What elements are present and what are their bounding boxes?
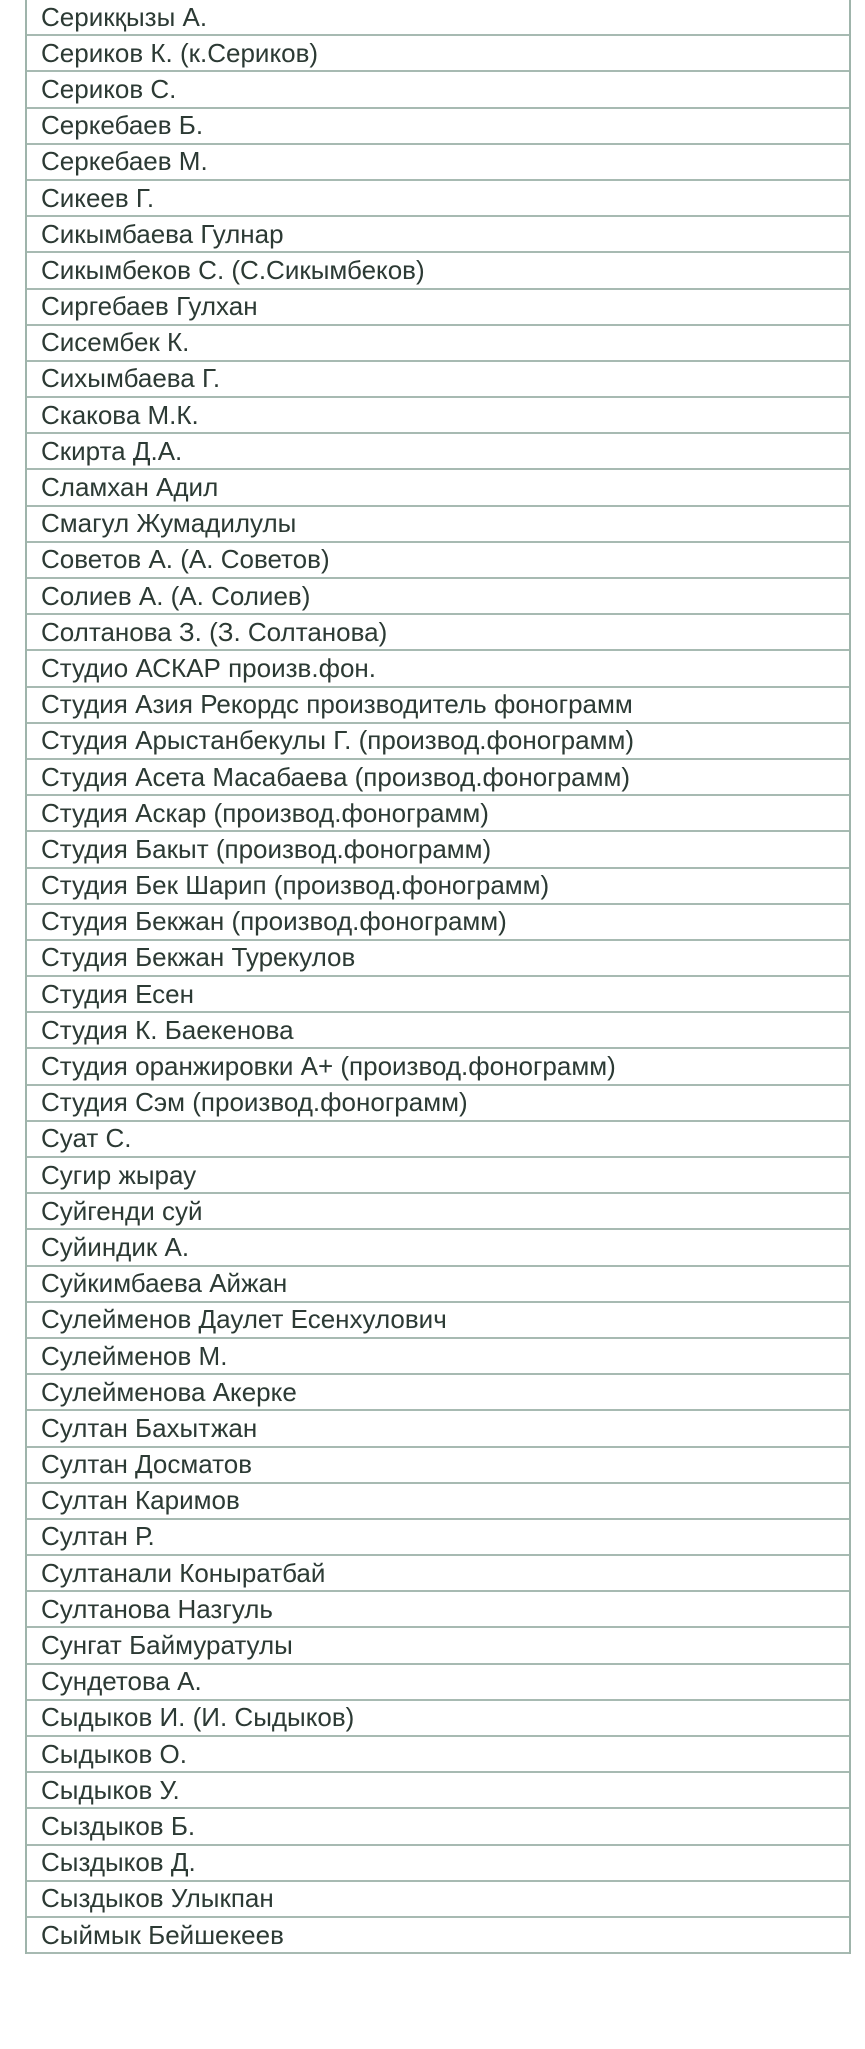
list-item: Суйгенди суй <box>27 1194 849 1230</box>
list-item: Султан Каримов <box>27 1484 849 1520</box>
list-item: Сыздыков Улыкпан <box>27 1882 849 1918</box>
list-item: Султан Бахытжан <box>27 1411 849 1447</box>
list-item: Сериков К. (к.Сериков) <box>27 36 849 72</box>
list-item: Студия Арыстанбекулы Г. (производ.фонограмм) <box>27 724 849 760</box>
list-item: Солтанова З. (З. Солтанова) <box>27 615 849 651</box>
list-item: Скирта Д.А. <box>27 434 849 470</box>
list-item: Сулейменова Акерке <box>27 1375 849 1411</box>
list-item: Сулейменов Даулет Есенхулович <box>27 1303 849 1339</box>
list-item: Студия Бекжан (производ.фонограмм) <box>27 905 849 941</box>
list-item: Султан Досматов <box>27 1448 849 1484</box>
list-item: Сыдыков О. <box>27 1737 849 1773</box>
list-item: Студио АСКАР произв.фон. <box>27 651 849 687</box>
list-item: Солиев А. (А. Солиев) <box>27 579 849 615</box>
list-item: Сугир жырау <box>27 1158 849 1194</box>
list-item: Сыдыков И. (И. Сыдыков) <box>27 1701 849 1737</box>
list-item: Суат С. <box>27 1122 849 1158</box>
list-item: Султанали Коныратбай <box>27 1556 849 1592</box>
list-item: Студия К. Баекенова <box>27 1013 849 1049</box>
list-item: Советов А. (А. Советов) <box>27 543 849 579</box>
list-item: Студия Есен <box>27 977 849 1013</box>
list-item: Скакова М.К. <box>27 398 849 434</box>
name-list <box>27 0 849 1954</box>
list-item: Сыздыков Д. <box>27 1846 849 1882</box>
list-item: Суйкимбаева Айжан <box>27 1267 849 1303</box>
list-item: Сисембек К. <box>27 326 849 362</box>
list-item: Студия Сэм (производ.фонограмм) <box>27 1086 849 1122</box>
list-item: Студия Азия Рекордс производитель фонограмм <box>27 688 849 724</box>
list-item: Серкебаев Б. <box>27 109 849 145</box>
list-item: Студия Бек Шарип (производ.фонограмм) <box>27 869 849 905</box>
list-item: Студия Асета Масабаева (производ.фонограмм) <box>27 760 849 796</box>
list-item: Сыдыков У. <box>27 1773 849 1809</box>
list-item: Сихымбаева Г. <box>27 362 849 398</box>
list-item: Серкебаев М. <box>27 145 849 181</box>
name-list-table <box>25 0 851 1954</box>
list-item: Сыздыков Б. <box>27 1809 849 1845</box>
list-item: Сунгат Баймуратулы <box>27 1628 849 1664</box>
list-item: Султан Р. <box>27 1520 849 1556</box>
list-item: Сикымбеков С. (С.Сикымбеков) <box>27 253 849 289</box>
list-item: Сыймык Бейшекеев <box>27 1918 849 1954</box>
list-item: Султанова Назгуль <box>27 1592 849 1628</box>
list-item: Сикымбаева Гулнар <box>27 217 849 253</box>
list-item: Сикеев Г. <box>27 181 849 217</box>
list-item: Студия оранжировки А+ (производ.фонограмм) <box>27 1049 849 1085</box>
list-item: Студия Бекжан Турекулов <box>27 941 849 977</box>
list-item: Смагул Жумадилулы <box>27 507 849 543</box>
list-item: Серикқызы А. <box>27 0 849 36</box>
list-item: Студия Аскар (производ.фонограмм) <box>27 796 849 832</box>
list-item: Сериков С. <box>27 72 849 108</box>
list-item: Суйиндик А. <box>27 1230 849 1266</box>
list-item: Сулейменов М. <box>27 1339 849 1375</box>
list-item: Сламхан Адил <box>27 470 849 506</box>
list-item: Сиргебаев Гулхан <box>27 290 849 326</box>
list-item: Сундетова А. <box>27 1665 849 1701</box>
list-item: Студия Бакыт (производ.фонограмм) <box>27 832 849 868</box>
